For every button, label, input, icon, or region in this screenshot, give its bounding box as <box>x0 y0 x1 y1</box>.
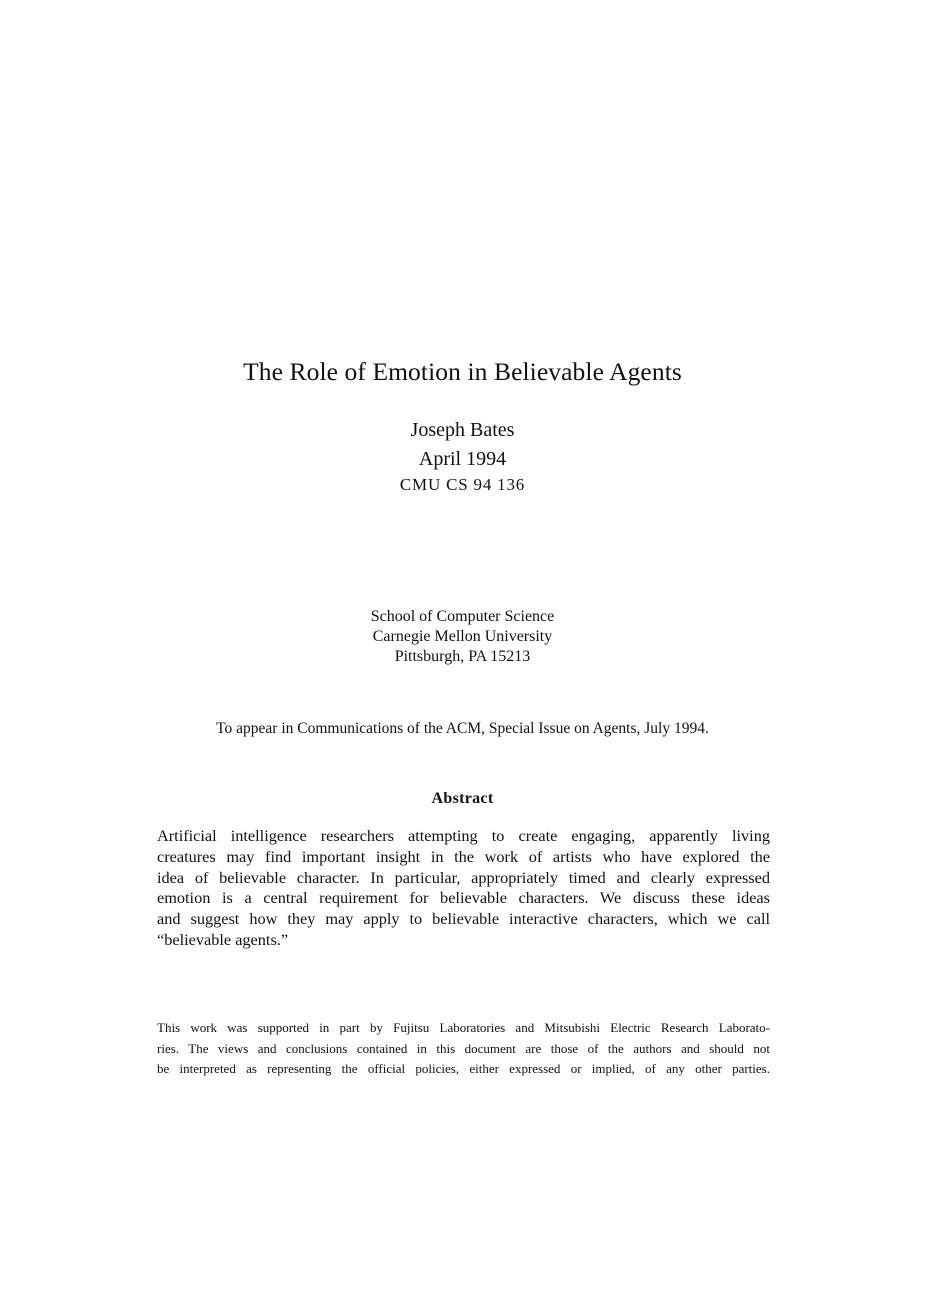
publication-date: April 1994 <box>418 448 507 470</box>
abstract-line: creatures may find important insight in the work of artists who have explored the <box>157 846 770 866</box>
affiliation-address: Pittsburgh, PA 15213 <box>394 648 531 665</box>
report-number: CMU CS 94 136 <box>399 475 526 494</box>
paper-title: The Role of Emotion in Believable Agents <box>243 357 682 386</box>
footnote-line: be interpreted as representing the official policies, either expressed or implied, of any other parties. <box>157 1061 770 1076</box>
affiliation-block <box>0 607 925 667</box>
affiliation-school: School of Computer Science <box>370 608 555 625</box>
abstract-line: and suggest how they may apply to believable interactive characters, which we call <box>157 909 770 929</box>
affiliation-university: Carnegie Mellon University <box>372 628 553 645</box>
abstract-heading: Abstract <box>431 790 494 807</box>
author-name: Joseph Bates <box>410 419 515 441</box>
footnote-line: This work was supported in part by Fujitsu Laboratories and Mitsubishi Electric Research Laborato- <box>157 1020 770 1035</box>
publication-note: To appear in Communications of the ACM, Special Issue on Agents, July 1994. <box>216 720 709 737</box>
footnote-line: ries. The views and conclusions contained in this document are those of the authors and should not <box>157 1040 770 1056</box>
abstract-line: emotion is a central requirement for believable characters. We discuss these ideas <box>157 888 770 908</box>
abstract-line: idea of believable character. In particular, appropriately timed and clearly expressed <box>157 867 770 887</box>
abstract-line: Artificial intelligence researchers attempting to create engaging, apparently living <box>157 826 770 845</box>
funding-footnote <box>157 1018 770 1080</box>
abstract-line: “believable agents.” <box>157 929 289 949</box>
abstract-body <box>157 826 770 951</box>
